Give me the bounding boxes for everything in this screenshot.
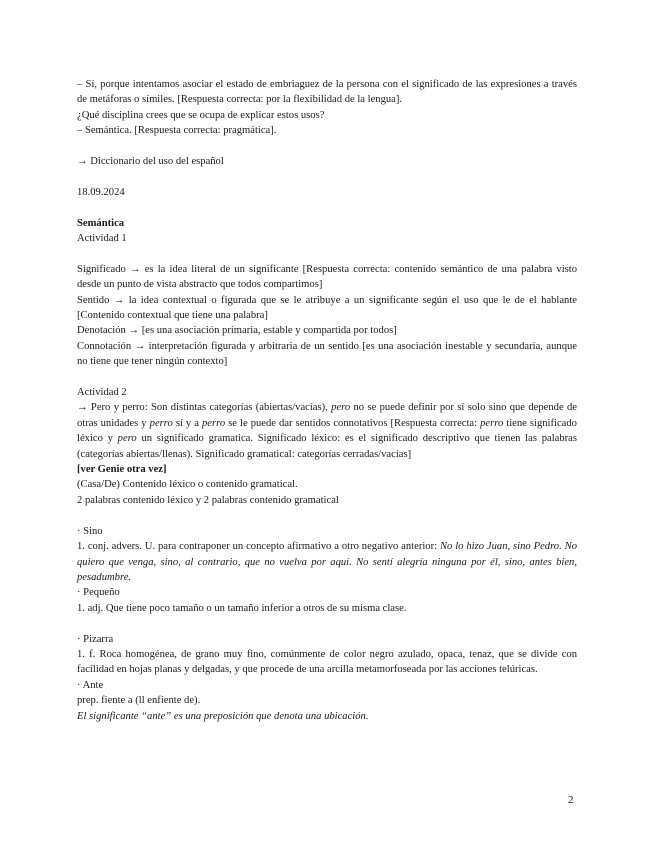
- page-number: 2: [568, 794, 574, 806]
- answer-paragraph-2: – Semántica. [Respuesta correcta: pragmática].: [77, 125, 277, 137]
- a2-italic-perro-1: perro: [149, 417, 173, 429]
- note-line-1: (Casa/De) Contenido léxico o contenido gramatical.: [77, 479, 298, 491]
- answer-paragraph-1: – Sí, porque intentamos asociar el estado de embriaguez de la persona con el significado de las expresiones a través de metáforas o símiles. [Respuesta correcta: por la flexibilidad de la lengua].: [77, 79, 577, 106]
- a2-italic-pero-2: pero: [117, 433, 137, 445]
- definition-denotacion: Denotación → [es una asociación primaria, estable y compartida por todos]: [77, 325, 397, 337]
- a2-text-6: un significado gramatica. Significado léxico: es el significado descriptivo que tienen las palabras (categorías abiertas/llenas). Significado gramatical: categorías cerradas/vacías]: [77, 433, 577, 460]
- entry-ante-definition: prep. fiente a (ll enfiente de).: [77, 695, 201, 707]
- note-line-2: 2 palabras contenido léxico y 2 palabras contenido gramatical: [77, 494, 339, 506]
- page-content: [77, 77, 577, 724]
- definition-significado: Significado → es la idea literal de un significante [Respuesta correcta: contenido semántico de una palabra visto desde un punto de vista abstracto que todos compartimos]: [77, 263, 577, 291]
- activity-2-title: Actividad 2: [77, 387, 127, 399]
- a2-text-2: no se puede definir por sí solo sino que depende de otras unidades y: [77, 402, 577, 429]
- section-heading: Semántica: [77, 217, 125, 229]
- bold-note: [ver Genie otra vez]: [77, 464, 167, 476]
- a2-italic-pero-1: pero: [331, 402, 351, 414]
- entry-pequeno-term: · Pequeño: [77, 587, 120, 599]
- date-line: 18.09.2024: [77, 186, 125, 198]
- sino-definition-text: 1. conj. advers. U. para contraponer un concepto afirmativo a otro negativo anterior:: [77, 541, 440, 553]
- entry-pizarra-definition: 1. f. Roca homogénea, de grano muy fino, comúnmente de color negro azulado, opaca, tenaz, que se divide con facilidad en hojas planas y delgadas, y que procede de una arcilla metamorfoseada por las acciones telúricas.: [77, 648, 577, 676]
- activity-1-title: Actividad 1: [77, 233, 127, 245]
- a2-italic-perro-3: perro: [480, 417, 504, 429]
- a2-text-3: sí y a: [172, 417, 202, 429]
- question-paragraph: ¿Qué disciplina crees que se ocupa de explicar estos usos?: [77, 109, 325, 121]
- a2-italic-perro-2: perro: [201, 417, 226, 429]
- a2-text-5: tiene significado léxico y: [77, 417, 577, 445]
- entry-sino-definition: [77, 539, 577, 585]
- entry-ante-note: El significante “ante” es una preposición que denota una ubicación.: [77, 710, 369, 722]
- a2-text-1: → Pero y perro: Son distintas categorías (abiertas/vacías),: [77, 402, 332, 414]
- activity-2-paragraph: [77, 400, 577, 462]
- dictionary-reference: → Diccionario del uso del español: [77, 156, 224, 168]
- a2-text-4: se le puede dar sentidos connotativos [Respuesta correcta:: [225, 417, 481, 429]
- entry-pequeno-definition: 1. adj. Que tiene poco tamaño o un tamaño inferior a otros de su misma clase.: [77, 602, 407, 614]
- entry-ante-term: · Ante: [77, 679, 104, 691]
- entry-sino-term: · Sino: [77, 525, 103, 537]
- definition-sentido: Sentido → la idea contextual o figurada que se le atribuye a un significante según el uso que le de el hablante [Contenido contextual que tiene una palabra]: [77, 294, 577, 322]
- sino-examples: No lo hizo Juan, sino Pedro. No quiero que venga, sino, al contrario, que no vuelva por aquí. No sentí alegría ninguna por él, sino, antes bien, pesadumbre.: [77, 541, 578, 583]
- entry-pizarra-term: · Pizarra: [77, 633, 114, 645]
- definition-connotacion: Connotación → interpretación figurada y arbitraria de un sentido [es una asociación inestable y secundaria, aunque no tiene que tener ningún contexto]: [77, 340, 577, 368]
